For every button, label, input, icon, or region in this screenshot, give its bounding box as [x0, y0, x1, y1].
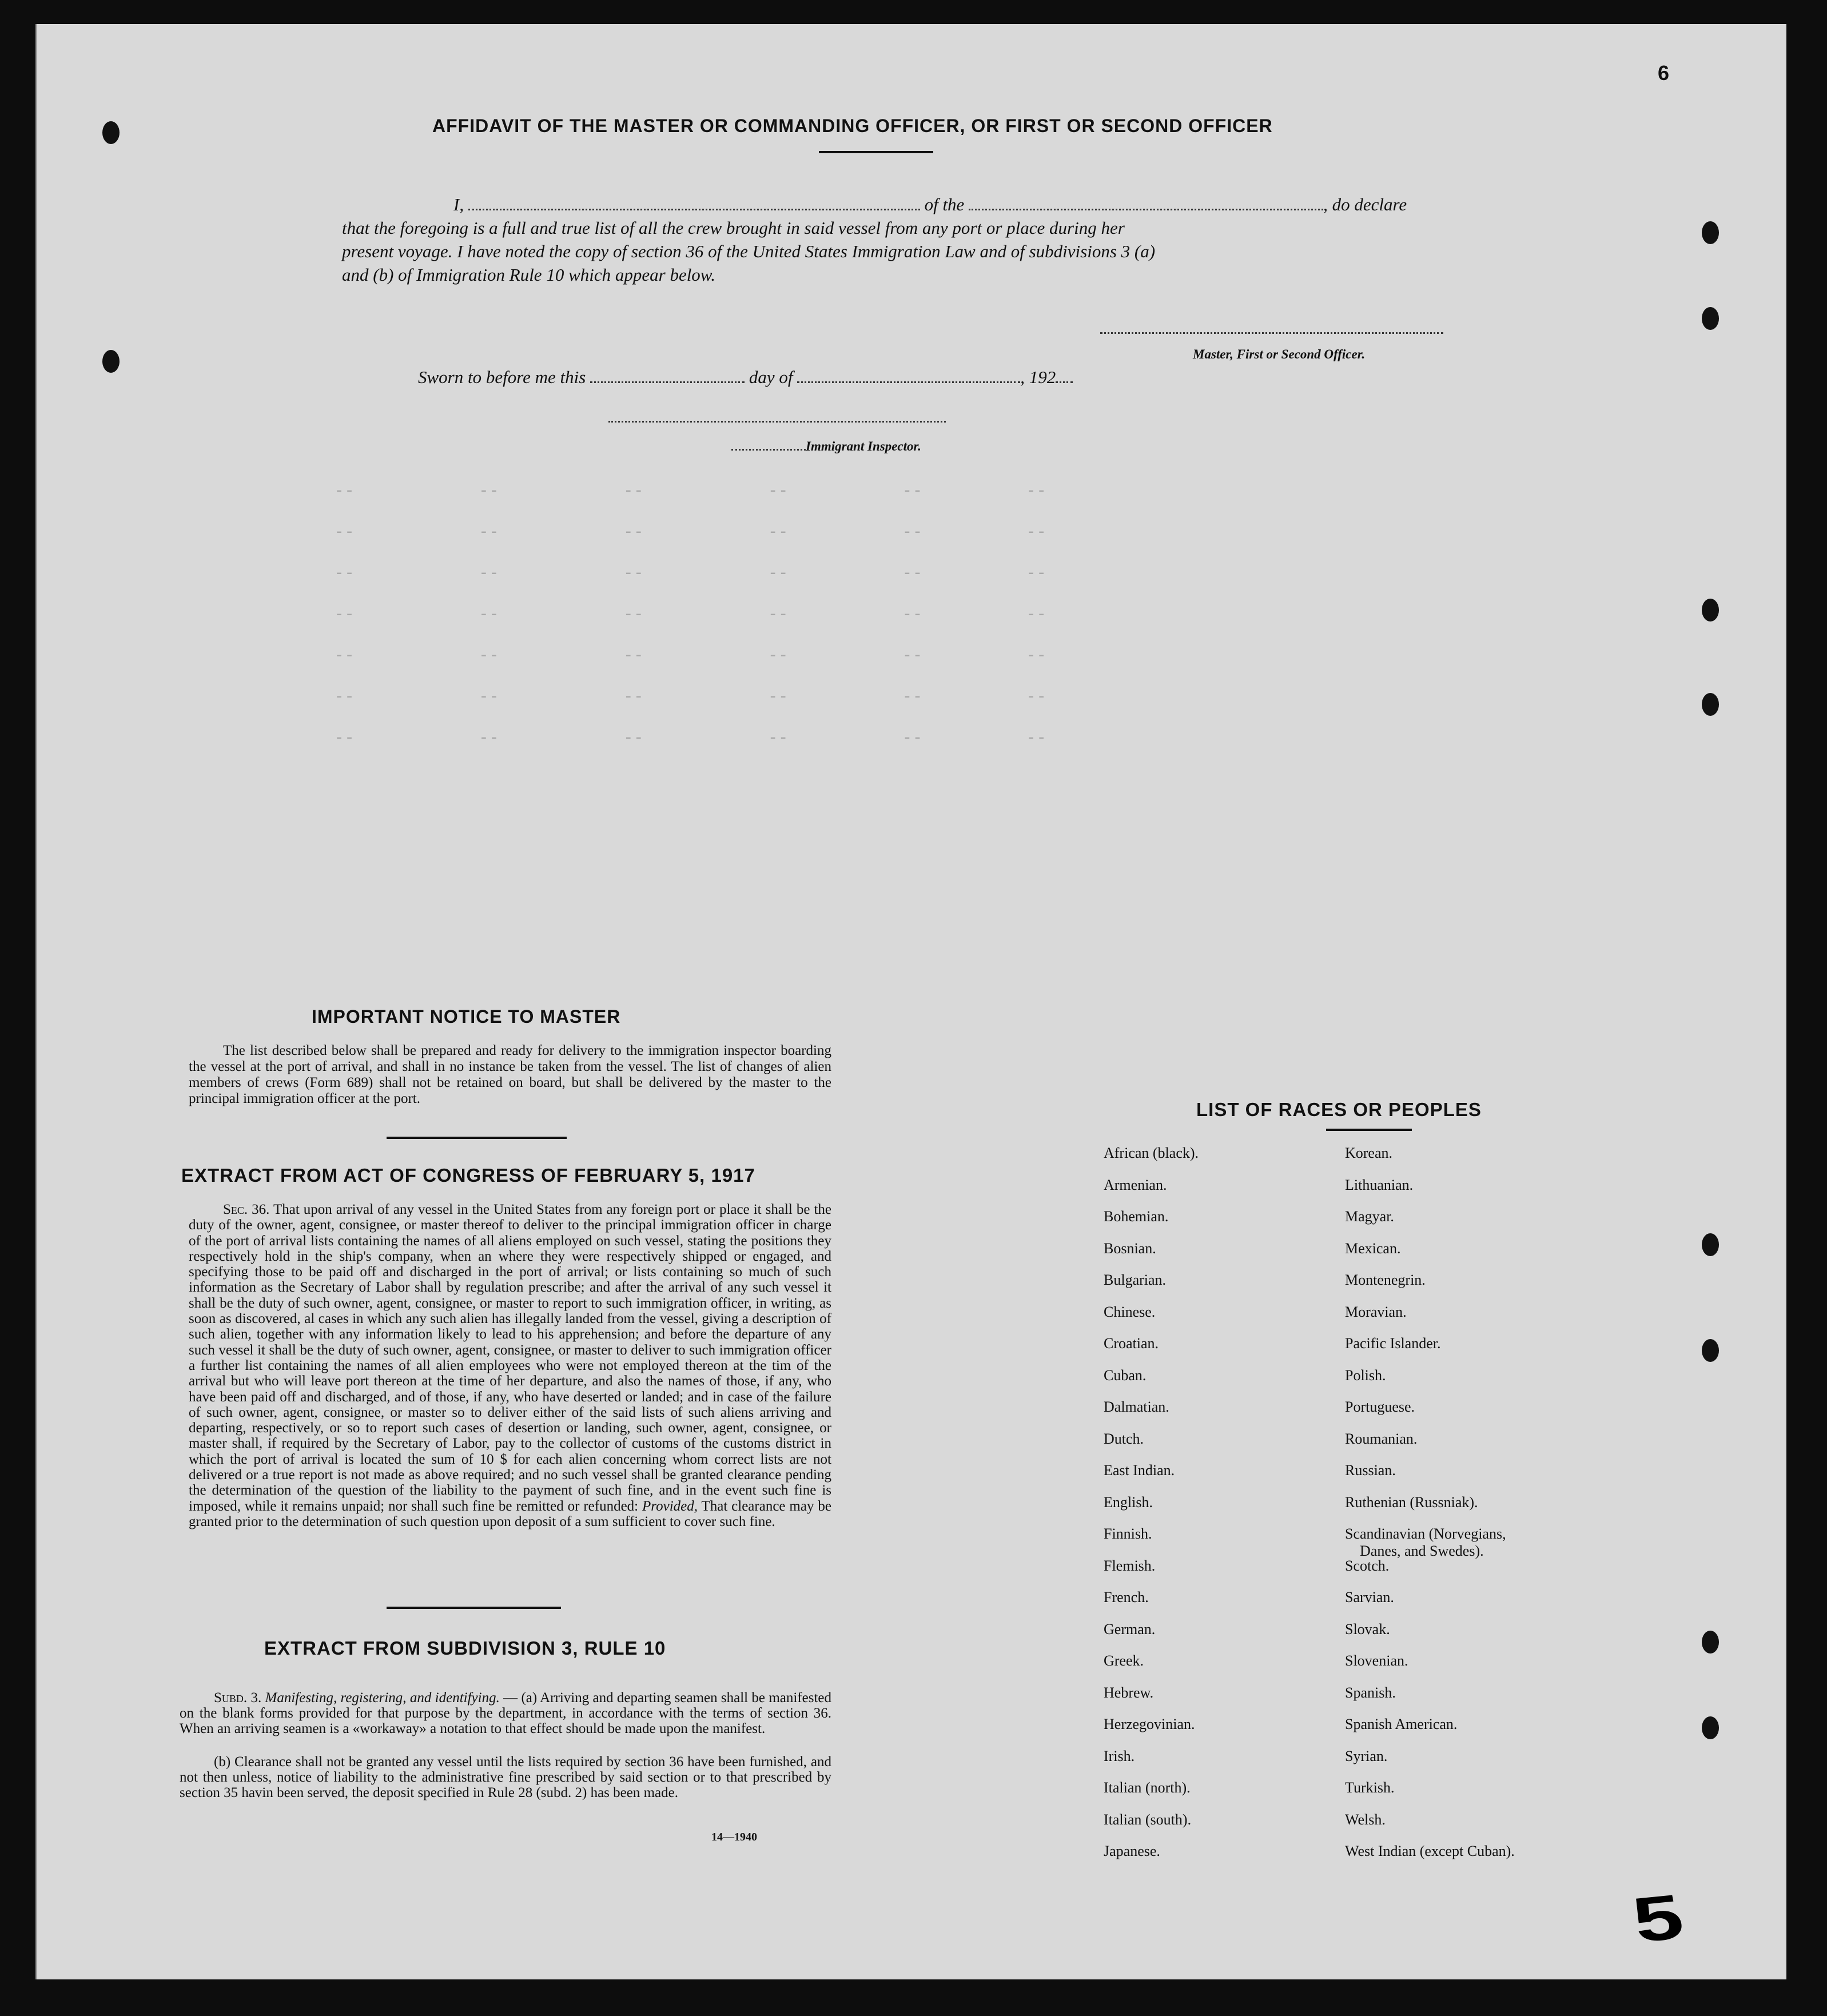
act-section-text: That upon arrival of any vessel in the United States from any foreign port or place it shall be the duty of the owner, agent, consignee, or master thereof to deliver to the principal immigration officer in charge of the port of arrival lists containing the names of all aliens employed on such vessel, stating the positions they respectively hold in the ship's company, when an where they were respectively shipped or engaged, and specifying those to be paid off and discharged in the port of arrival; or lists containing so much of such information as the Secretary of Labor shall by regulation prescribe; and after the arrival of any such vessel it shall be the duty of such owner, agent, consignee, or master to report to such immigration officer, in writing, as soon as discovered, al cases in which any such alien has illegally landed from the vessel, giving a description of such alien, together with any information likely to lead to his apprehension; and before the departure of any such vessel it shall be the duty of such owner, agent, consignee, or master to deliver to such immigration officer a further list containing the names of all alien employees who were not employed thereon at the tim of the arrival but who will leave port thereon at the time of her departure, and also the names of those, if any, who have been paid off and discharged, and of those, if any, who have deserted or landed; and in case of the failure of such owner, agent, consignee, or master so to deliver either of the said lists of such aliens arriving and departing, respectively, or so to report such cases of desertion or landing, such owner, agent, consignee, or master shall, if required by the Secretary of Labor, pay to the collector of customs of the customs district in which the port of arrival is located the sum of 10 $ for each alien concerning whom correct lists are not delivered or a true report is not made as above required; and no such vessel shall be granted clearance pending the determination of the question of the liability to the payment of such fine, and in the event such fine is imposed, while it remains unpaid; nor shall such fine be remitted or refunded:: [189, 1202, 831, 1514]
race-item: Portuguese.: [1345, 1399, 1415, 1415]
race-item: Spanish American.: [1345, 1716, 1458, 1732]
race-item: French.: [1104, 1589, 1149, 1605]
sworn-year-field[interactable]: [1056, 368, 1073, 383]
race-item: Armenian.: [1104, 1176, 1167, 1193]
of-the-label: of the: [924, 194, 965, 214]
inspector-label-row: [731, 439, 921, 454]
races-title-underline: [1326, 1129, 1412, 1131]
race-item: West Indian (except Cuban).: [1345, 1843, 1515, 1859]
race-item: Irish.: [1104, 1747, 1135, 1764]
race-item: Flemish.: [1104, 1557, 1156, 1574]
race-item: Russian.: [1345, 1462, 1396, 1479]
master-signature-label: Master, First or Second Officer.: [1193, 347, 1366, 361]
race-item: East Indian.: [1104, 1462, 1175, 1479]
race-item: Slovak.: [1345, 1620, 1390, 1637]
bleed-through-marks: -- -- -- -- -- -- -- -- -- -- -- -- -- -- -- -- -- -- -- -- -- -- -- -- -- -- -- -- -- -- -- -- -- -- -- -- -- -- -- -- -- --: [334, 480, 1047, 747]
race-item: African (black).: [1104, 1145, 1199, 1161]
declarant-label: I,: [453, 194, 464, 214]
declarant-name-field[interactable]: [468, 195, 920, 210]
punch-hole: [1702, 1631, 1719, 1654]
race-item: English.: [1104, 1493, 1153, 1511]
act-section-lead: Sec. 36.: [223, 1202, 270, 1217]
document-page: [35, 24, 1786, 1979]
race-item: Finnish.: [1104, 1525, 1152, 1542]
race-item: Lithuanian.: [1345, 1176, 1414, 1193]
rule-subd-lead: Subd. 3.: [214, 1690, 262, 1706]
act-text-block: [189, 1202, 831, 1529]
race-item: Sarvian.: [1345, 1589, 1394, 1605]
master-signature-field[interactable]: [1100, 318, 1443, 334]
rule-subd-a: [180, 1690, 831, 1736]
race-item: Scandinavian (Norvegians, Danes, and Swedes).: [1345, 1525, 1506, 1559]
race-item: Magyar.: [1345, 1208, 1394, 1225]
notice-text: The list described below shall be prepared and ready for delivery to the immigration inspector boarding the vessel at the port of arrival, and shall in no instance be taken from the vessel. The list of changes of alien members of crews (Form 689) shall not be retained on board, but shall be delivered by the master to the principal immigration officer at the port.: [189, 1043, 831, 1106]
race-item: Bosnian.: [1104, 1240, 1156, 1257]
race-item: Moravian.: [1345, 1303, 1407, 1320]
notice-title: IMPORTANT NOTICE TO MASTER: [312, 1006, 621, 1027]
punch-hole: [102, 121, 120, 144]
affidavit-line-4: and (b) of Immigration Rule 10 which appear below.: [342, 265, 715, 285]
race-item: Korean.: [1345, 1145, 1393, 1161]
race-item: Greek.: [1104, 1652, 1144, 1669]
race-item: Croatian.: [1104, 1335, 1159, 1352]
race-item: Bohemian.: [1104, 1208, 1169, 1225]
inspector-label: Immigrant Inspector.: [806, 439, 921, 453]
affidavit-line-2: that the foregoing is a full and true list of all the crew brought in said vessel from any port or place during her: [342, 218, 1125, 238]
section-divider: [387, 1137, 567, 1139]
title-underline: [819, 151, 933, 153]
race-item: Dalmatian.: [1104, 1399, 1169, 1415]
rule-subd-a-text: — (a) Arriving and departing seamen shall be manifested on the blank forms provided for that purpose by the department, in accordance with the terms of section 36. When an arriving seamen is a «workaway» a notation to that effect should be made upon the manifest.: [180, 1690, 832, 1736]
rule-subd-heading: Manifesting, registering, and identifying.: [265, 1690, 500, 1706]
race-item: Hebrew.: [1104, 1684, 1154, 1701]
race-item: Dutch.: [1104, 1430, 1144, 1447]
race-item: Pacific Islander.: [1345, 1335, 1441, 1352]
inspector-signature-field[interactable]: [608, 407, 946, 423]
affidavit-line-3: present voyage. I have noted the copy of section 36 of the United States Immigration Law and of subdivisions 3 (a): [342, 241, 1156, 261]
year-label: , 192: [1020, 367, 1056, 387]
rule-subd-b: (b) Clearance shall not be granted any vessel until the lists required by section 36 have been furnished, and not then unless, notice of liability to the administrative fine prescribed by said section or to that prescribed by section 35 havin been served, the deposit specified in Rule 28 (subd. 2) has been made.: [180, 1754, 831, 1800]
punch-hole: [1702, 221, 1719, 244]
race-item: Mexican.: [1345, 1240, 1401, 1257]
form-number: 14—1940: [711, 1831, 757, 1843]
inspector-leader-dots: [731, 439, 806, 451]
sworn-month-field[interactable]: [797, 368, 1020, 383]
race-item: Syrian.: [1345, 1747, 1388, 1764]
punch-hole: [1702, 599, 1719, 621]
race-item: Italian (south).: [1104, 1811, 1192, 1828]
race-item: Slovenian.: [1345, 1652, 1408, 1669]
punch-hole: [1702, 307, 1719, 330]
punch-hole: [1702, 693, 1719, 716]
race-item: Polish.: [1345, 1366, 1386, 1384]
race-item: Ruthenian (Russniak).: [1345, 1493, 1478, 1511]
race-item: Scotch.: [1345, 1557, 1390, 1574]
section-divider: [387, 1607, 561, 1609]
sworn-label: Sworn to before me this: [418, 367, 586, 387]
punch-hole: [1702, 1233, 1719, 1256]
races-title: LIST OF RACES OR PEOPLES: [1196, 1099, 1482, 1120]
page-number: 6: [1658, 61, 1670, 85]
sworn-day-field[interactable]: [590, 368, 745, 383]
race-item: Spanish.: [1345, 1684, 1396, 1701]
race-item: Cuban.: [1104, 1366, 1147, 1384]
affidavit-title: AFFIDAVIT OF THE MASTER OR COMMANDING OFFICER, OR FIRST OR SECOND OFFICER: [432, 115, 1273, 136]
do-declare-label: , do declare: [1323, 194, 1407, 214]
act-title: EXTRACT FROM ACT OF CONGRESS OF FEBRUARY 5, 1917: [181, 1165, 755, 1186]
race-item: Montenegrin.: [1345, 1272, 1426, 1288]
race-item: Italian (north).: [1104, 1779, 1191, 1796]
race-item: Turkish.: [1345, 1779, 1395, 1796]
race-item: Roumanian.: [1345, 1430, 1418, 1447]
race-item: Chinese.: [1104, 1303, 1156, 1320]
act-provided: Provided,: [642, 1498, 698, 1514]
race-item: Welsh.: [1345, 1811, 1386, 1828]
day-of-label: day of: [749, 367, 793, 387]
rule-title: EXTRACT FROM SUBDIVISION 3, RULE 10: [264, 1637, 666, 1659]
sworn-line: [418, 367, 1073, 388]
punch-hole: [102, 350, 120, 373]
punch-hole: [1702, 1339, 1719, 1362]
affidavit-body: [342, 193, 1446, 286]
race-item: German.: [1104, 1620, 1156, 1637]
punch-hole: [1702, 1716, 1719, 1739]
act-section-tail: That clearance may be granted prior to the determination of such question upon deposit of a sum sufficient to cover such fine.: [189, 1498, 831, 1529]
vessel-name-field[interactable]: [969, 195, 1323, 210]
race-item: Herzegovinian.: [1104, 1716, 1195, 1732]
race-item: Japanese.: [1104, 1843, 1160, 1859]
handwritten-page-mark: 5: [1627, 1881, 1689, 1956]
race-item: Bulgarian.: [1104, 1272, 1167, 1288]
